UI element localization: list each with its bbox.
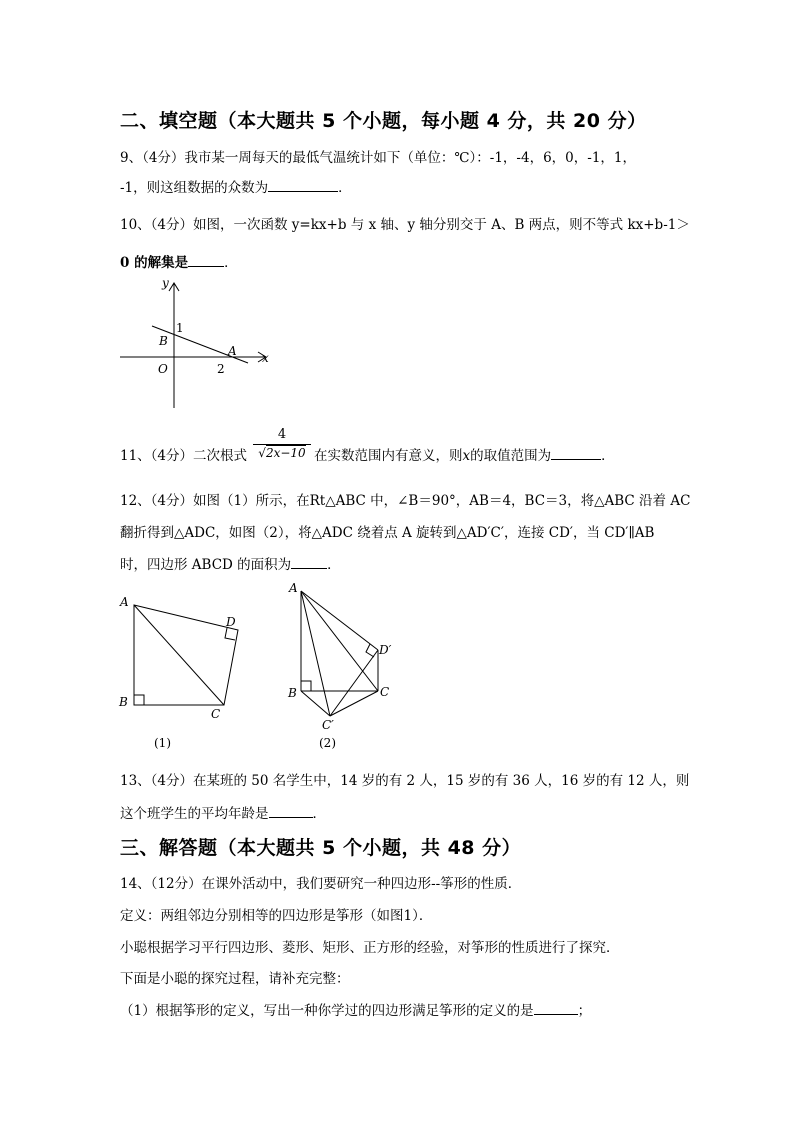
section-3-heading: 三、解答题（本大题共 5 个小题，共 48 分）	[120, 837, 522, 859]
q12-figure-2	[280, 578, 410, 753]
q12-line3	[120, 553, 341, 573]
q11-suffix	[314, 444, 615, 464]
q11-var: x	[462, 448, 471, 464]
label-c: C	[380, 685, 390, 699]
right-angle-b-icon	[134, 695, 144, 705]
figure-2-caption: (2)	[319, 736, 336, 750]
label-b: B	[288, 686, 297, 700]
label-b: B	[119, 695, 128, 709]
q14-part1-end: ；	[577, 1003, 592, 1019]
figure-1-caption: (1)	[154, 736, 171, 750]
q9-answer-blank	[268, 179, 338, 192]
q13-line2	[120, 802, 326, 822]
diagonal-ac	[134, 605, 224, 705]
q11-radicand: 2x−10	[265, 446, 306, 460]
q14-line2: 定义：两组邻边分别相等的四边形是筝形（如图1）．	[120, 908, 433, 924]
q10-text: 0 的解集是	[120, 255, 189, 271]
segment-bc-prime	[301, 691, 330, 716]
point-a-label: A	[228, 344, 237, 358]
q14-line4: 下面是小聪的探究过程，请补充完整：	[120, 971, 350, 987]
y-intercept-label: 1	[176, 321, 184, 335]
q9-text: -1，则这组数据的众数为	[120, 180, 269, 196]
q14-answer-blank	[534, 1002, 578, 1015]
q11-suffix-a: 在实数范围内有意义，则	[314, 448, 463, 464]
q11-prefix: 11、（4分）二次根式	[120, 448, 248, 464]
x-intercept-label: 2	[217, 362, 225, 376]
q12-line1: 12、（4分）如图（1）所示，在Rt△ABC 中，∠B＝90°，AB＝4，BC＝3，将△ABC 沿着 AC	[120, 493, 691, 509]
q10-line2	[120, 251, 238, 271]
q9-end: ．	[338, 180, 352, 196]
right-angle-b-icon	[301, 681, 311, 691]
x-label: x	[262, 351, 269, 365]
q11-answer-blank	[551, 447, 601, 460]
point-b-label: B	[159, 334, 168, 348]
q14-line5	[120, 999, 591, 1019]
label-d: D	[226, 615, 236, 629]
right-angle-d-icon	[225, 628, 235, 640]
q10-answer-blank	[188, 254, 224, 267]
q13-answer-blank	[269, 805, 313, 818]
label-c: C	[211, 707, 221, 721]
q12-answer-blank	[291, 556, 327, 569]
q13-end: ．	[312, 806, 326, 822]
quadrilateral-abcd	[134, 605, 238, 705]
label-c-prime: C′	[322, 718, 334, 732]
q12-end: ．	[327, 557, 341, 573]
origin-label: O	[158, 362, 168, 376]
q11-fraction	[253, 427, 311, 460]
q10-line1: 10、（4分）如图，一次函数 y=kx+b 与 x 轴、y 轴分别交于 A、B 两点，则不等式 kx+b-1＞	[120, 217, 690, 233]
q10-graph-figure	[110, 275, 280, 415]
q11-suffix-b: 的取值范围为	[470, 448, 552, 464]
q12-line2: 翻折得到△ADC，如图（2），将△ADC 绕着点 A 旋转到△AD′C′，连接 CD′，当 CD′∥AB	[120, 525, 655, 541]
q12-figure-1	[110, 588, 250, 753]
q9-line1: 9、（4分）我市某一周每天的最低气温统计如下（单位：℃）：-1，-4，6，0，-1，1，	[120, 150, 636, 166]
q9-line2	[120, 176, 352, 196]
y-label: y	[162, 276, 169, 290]
q14-line1: 14、（12分）在课外活动中，我们要研究一种四边形--筝形的性质．	[120, 876, 522, 892]
q11-numerator: 4	[277, 427, 287, 442]
q14-part1-text: （1）根据筝形的定义，写出一种你学过的四边形满足筝形的定义的是	[120, 1003, 534, 1019]
q11-denominator	[253, 444, 311, 460]
q14-line3: 小聪根据学习平行四边形、菱形、矩形、正方形的经验，对筝形的性质进行了探究．	[120, 940, 620, 956]
section-2-heading: 二、填空题（本大题共 5 个小题，每小题 4 分，共 20 分）	[120, 110, 647, 132]
q12-text: 时，四边形 ABCD 的面积为	[120, 557, 292, 573]
segment-cc-prime	[330, 691, 378, 716]
label-a: A	[120, 595, 129, 609]
q13-line1: 13、（4分）在某班的 50 名学生中，14 岁的有 2 人，15 岁的有 36 人，16 岁的有 12 人，则	[120, 773, 690, 789]
label-a: A	[289, 581, 298, 595]
q10-end: ．	[224, 255, 238, 271]
label-d-prime: D′	[379, 643, 392, 657]
q11-end: ．	[601, 448, 615, 464]
sqrt-icon: √	[258, 446, 266, 460]
q13-text: 这个班学生的平均年龄是	[120, 806, 269, 822]
